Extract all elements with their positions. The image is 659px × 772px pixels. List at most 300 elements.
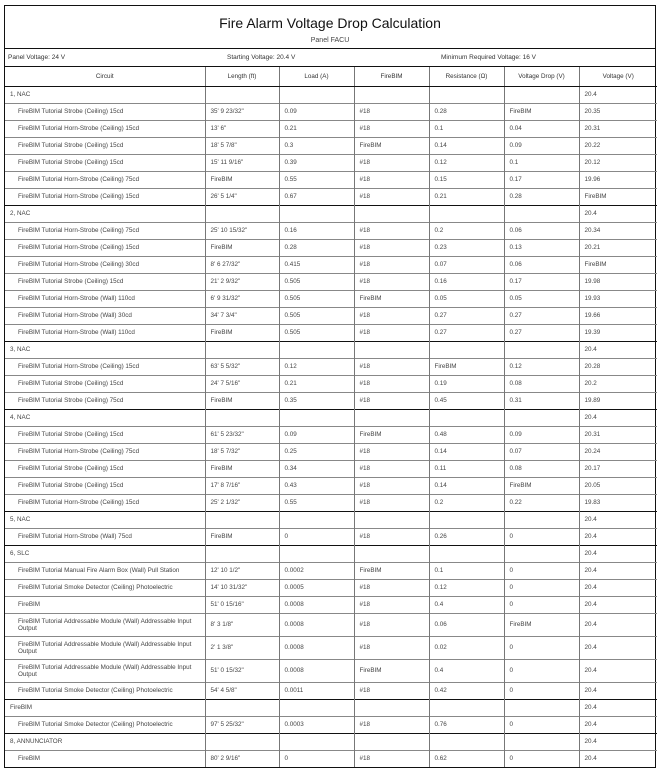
cell-length: 61' 5 23/32" — [205, 427, 279, 444]
empty-cell — [205, 700, 279, 717]
empty-cell — [279, 734, 354, 751]
empty-cell — [354, 87, 429, 104]
cell-load: 0.55 — [279, 172, 354, 189]
cell-voltage-drop: 0.17 — [504, 172, 579, 189]
cell-resistance: 0.4 — [429, 597, 504, 614]
device-row — [5, 529, 657, 546]
empty-cell — [354, 700, 429, 717]
cell-voltage: 20.4 — [579, 597, 657, 614]
cell-resistance: 0.28 — [429, 104, 504, 121]
cell-wire: #18 — [354, 308, 429, 325]
cell-resistance: 0.23 — [429, 240, 504, 257]
cell-load: 0.505 — [279, 291, 354, 308]
cell-voltage-drop: 0 — [504, 683, 579, 700]
cell-voltage: 20.24 — [579, 444, 657, 461]
cell-wire: #18 — [354, 155, 429, 172]
cell-wire: #18 — [354, 495, 429, 512]
cell-wire: FireBIM — [354, 563, 429, 580]
empty-cell — [279, 342, 354, 359]
cell-length: 8' 3 1/8" — [205, 614, 279, 637]
empty-cell — [205, 206, 279, 223]
cell-length: 25' 2 1/32" — [205, 495, 279, 512]
device-row — [5, 444, 657, 461]
cell-resistance: 0.12 — [429, 155, 504, 172]
cell-voltage: 20.17 — [579, 461, 657, 478]
cell-resistance: 0.4 — [429, 660, 504, 683]
cell-voltage-drop: 0.06 — [504, 223, 579, 240]
device-row — [5, 495, 657, 512]
cell-load: 0.0002 — [279, 563, 354, 580]
cell-voltage: 20.21 — [579, 240, 657, 257]
empty-cell — [429, 206, 504, 223]
cell-resistance: 0.45 — [429, 393, 504, 410]
circuit-name: 3, NAC — [5, 342, 205, 359]
cell-load: 0.0008 — [279, 597, 354, 614]
empty-cell — [504, 734, 579, 751]
cell-wire: #18 — [354, 444, 429, 461]
cell-length: 54' 4 5/8" — [205, 683, 279, 700]
cell-resistance: 0.62 — [429, 751, 504, 768]
cell-voltage: FireBIM — [579, 189, 657, 206]
cell-load: 0.67 — [279, 189, 354, 206]
cell-circuit: FireBIM Tutorial Strobe (Ceiling) 15cd — [5, 376, 205, 393]
cell-length: 12' 10 1/2" — [205, 563, 279, 580]
cell-voltage-drop: 0 — [504, 580, 579, 597]
cell-resistance: 0.26 — [429, 529, 504, 546]
cell-length: 34' 7 3/4" — [205, 308, 279, 325]
cell-resistance: FireBIM — [429, 359, 504, 376]
cell-circuit: FireBIM Tutorial Horn-Strobe (Wall) 110cd — [5, 291, 205, 308]
column-header-wire: FireBIM — [354, 67, 429, 87]
cell-voltage-drop: 0.09 — [504, 427, 579, 444]
cell-wire: #18 — [354, 359, 429, 376]
device-row — [5, 751, 657, 768]
cell-voltage-drop: FireBIM — [504, 614, 579, 637]
cell-load: 0.505 — [279, 325, 354, 342]
cell-voltage-drop: 0.05 — [504, 291, 579, 308]
circuit-starting-voltage: 20.4 — [579, 734, 657, 751]
cell-resistance: 0.14 — [429, 444, 504, 461]
device-row — [5, 580, 657, 597]
circuit-starting-voltage: 20.4 — [579, 342, 657, 359]
empty-cell — [504, 410, 579, 427]
empty-cell — [429, 410, 504, 427]
cell-wire: #18 — [354, 376, 429, 393]
cell-load: 0.21 — [279, 376, 354, 393]
cell-wire: #18 — [354, 393, 429, 410]
cell-length: 8' 6 27/32" — [205, 257, 279, 274]
cell-resistance: 0.05 — [429, 291, 504, 308]
cell-voltage-drop: 0.31 — [504, 393, 579, 410]
circuit-starting-voltage: 20.4 — [579, 512, 657, 529]
empty-cell — [354, 546, 429, 563]
cell-voltage-drop: 0.27 — [504, 325, 579, 342]
cell-voltage-drop: 0.17 — [504, 274, 579, 291]
cell-load: 0.55 — [279, 495, 354, 512]
cell-wire: #18 — [354, 637, 429, 660]
cell-load: 0.21 — [279, 121, 354, 138]
circuit-group-row — [5, 734, 657, 751]
cell-length: FireBIM — [205, 240, 279, 257]
empty-cell — [504, 700, 579, 717]
empty-cell — [279, 206, 354, 223]
device-row — [5, 660, 657, 683]
cell-length: FireBIM — [205, 393, 279, 410]
cell-resistance: 0.19 — [429, 376, 504, 393]
table-body — [5, 87, 657, 768]
device-row — [5, 223, 657, 240]
empty-cell — [504, 546, 579, 563]
circuit-name: FireBIM — [5, 700, 205, 717]
cell-load: 0.09 — [279, 104, 354, 121]
empty-cell — [354, 342, 429, 359]
circuit-starting-voltage: 20.4 — [579, 546, 657, 563]
column-header-voltage: Voltage (V) — [579, 67, 657, 87]
empty-cell — [429, 342, 504, 359]
device-row — [5, 637, 657, 660]
circuit-group-row — [5, 410, 657, 427]
cell-load: 0.0003 — [279, 717, 354, 734]
cell-circuit: FireBIM Tutorial Horn-Strobe (Wall) 75cd — [5, 529, 205, 546]
empty-cell — [205, 546, 279, 563]
cell-length: 80' 2 9/16" — [205, 751, 279, 768]
cell-voltage-drop: FireBIM — [504, 104, 579, 121]
cell-load: 0.0008 — [279, 614, 354, 637]
device-row — [5, 308, 657, 325]
cell-wire: #18 — [354, 172, 429, 189]
cell-wire: #18 — [354, 274, 429, 291]
cell-resistance: 0.02 — [429, 637, 504, 660]
cell-voltage: 20.4 — [579, 683, 657, 700]
cell-load: 0.16 — [279, 223, 354, 240]
circuit-name: 1, NAC — [10, 91, 31, 99]
cell-voltage: 20.31 — [579, 121, 657, 138]
device-row — [5, 104, 657, 121]
cell-wire: #18 — [354, 614, 429, 637]
empty-cell — [279, 512, 354, 529]
cell-circuit: FireBIM Tutorial Strobe (Ceiling) 15cd — [5, 155, 205, 172]
cell-voltage: 20.4 — [579, 529, 657, 546]
cell-circuit: FireBIM Tutorial Horn-Strobe (Ceiling) 15cd — [5, 189, 205, 206]
cell-load: 0.0008 — [279, 637, 354, 660]
column-header-voltage-drop: Voltage Drop (V) — [504, 67, 579, 87]
cell-length: 97' 5 25/32" — [205, 717, 279, 734]
cell-length: 51' 0 15/16" — [205, 597, 279, 614]
circuit-starting-voltage: 20.4 — [579, 87, 657, 104]
empty-cell — [279, 546, 354, 563]
cell-circuit: FireBIM — [5, 597, 205, 614]
report-header — [5, 6, 655, 49]
cell-length: 21' 2 9/32" — [205, 274, 279, 291]
cell-circuit: FireBIM Tutorial Horn-Strobe (Wall) 30cd — [5, 308, 205, 325]
cell-length: 6' 9 31/32" — [205, 291, 279, 308]
empty-cell — [205, 87, 279, 104]
cell-load: 0.35 — [279, 393, 354, 410]
cell-length: FireBIM — [205, 172, 279, 189]
cell-wire: #18 — [354, 240, 429, 257]
cell-length: FireBIM — [205, 461, 279, 478]
cell-voltage-drop: 0.04 — [504, 121, 579, 138]
cell-voltage: FireBIM — [579, 257, 657, 274]
cell-voltage-drop: FireBIM — [504, 478, 579, 495]
cell-load: 0 — [279, 751, 354, 768]
cell-wire: #18 — [354, 580, 429, 597]
cell-circuit: FireBIM Tutorial Smoke Detector (Ceiling) Photoelectric — [5, 683, 205, 700]
empty-cell — [354, 512, 429, 529]
cell-circuit: FireBIM Tutorial Horn-Strobe (Ceiling) 15cd — [5, 240, 205, 257]
cell-voltage: 20.4 — [579, 660, 657, 683]
cell-voltage-drop: 0.27 — [504, 308, 579, 325]
cell-resistance: 0.07 — [429, 257, 504, 274]
cell-resistance: 0.14 — [429, 138, 504, 155]
column-header-resistance: Resistance (Ω) — [429, 67, 504, 87]
empty-cell — [504, 87, 579, 104]
circuit-group-row — [5, 512, 657, 529]
cell-load: 0.0005 — [279, 580, 354, 597]
cell-voltage-drop: 0 — [504, 751, 579, 768]
empty-cell — [205, 512, 279, 529]
cell-voltage: 20.35 — [579, 104, 657, 121]
cell-length: 15' 11 9/16" — [205, 155, 279, 172]
cell-load: 0 — [279, 529, 354, 546]
cell-voltage: 20.4 — [579, 717, 657, 734]
cell-voltage: 20.31 — [579, 427, 657, 444]
panel-name: Panel FACU — [310, 37, 350, 44]
circuit-starting-voltage: 20.4 — [579, 410, 657, 427]
cell-voltage: 20.4 — [579, 580, 657, 597]
cell-length: 2' 1 3/8" — [205, 637, 279, 660]
empty-cell — [354, 410, 429, 427]
cell-wire: #18 — [354, 104, 429, 121]
cell-wire: #18 — [354, 189, 429, 206]
device-row — [5, 427, 657, 444]
cell-circuit: FireBIM Tutorial Strobe (Ceiling) 15cd — [5, 104, 205, 121]
cell-resistance: 0.2 — [429, 495, 504, 512]
cell-voltage-drop: 0.08 — [504, 461, 579, 478]
circuit-group-row — [5, 342, 657, 359]
cell-circuit: FireBIM Tutorial Strobe (Ceiling) 15cd — [5, 138, 205, 155]
cell-resistance: 0.14 — [429, 478, 504, 495]
cell-voltage-drop: 0.12 — [504, 359, 579, 376]
circuit-group-row — [5, 700, 657, 717]
circuit-starting-voltage: 20.4 — [579, 700, 657, 717]
cell-circuit: FireBIM Tutorial Strobe (Ceiling) 15cd — [5, 478, 205, 495]
cell-circuit: FireBIM Tutorial Smoke Detector (Ceiling) Photoelectric — [5, 580, 205, 597]
cell-resistance: 0.1 — [429, 563, 504, 580]
device-row — [5, 597, 657, 614]
cell-circuit: FireBIM Tutorial Strobe (Ceiling) 15cd — [5, 461, 205, 478]
cell-voltage-drop: 0.09 — [504, 138, 579, 155]
column-header-load: Load (A) — [279, 67, 354, 87]
circuit-name: 4, NAC — [5, 410, 205, 427]
cell-circuit: FireBIM Tutorial Horn-Strobe (Ceiling) 75cd — [5, 223, 205, 240]
cell-length: 17' 8 7/16" — [205, 478, 279, 495]
empty-cell — [354, 206, 429, 223]
cell-resistance: 0.15 — [429, 172, 504, 189]
device-row — [5, 189, 657, 206]
cell-wire: #18 — [354, 717, 429, 734]
device-row — [5, 274, 657, 291]
cell-voltage-drop: 0 — [504, 563, 579, 580]
cell-length: 18' 5 7/8" — [205, 138, 279, 155]
cell-load: 0.25 — [279, 444, 354, 461]
device-row — [5, 717, 657, 734]
empty-cell — [504, 512, 579, 529]
device-row — [5, 563, 657, 580]
cell-resistance: 0.16 — [429, 274, 504, 291]
device-row — [5, 393, 657, 410]
cell-wire: FireBIM — [354, 291, 429, 308]
cell-voltage-drop: 0 — [504, 637, 579, 660]
cell-load: 0.0011 — [279, 683, 354, 700]
minimum-required-voltage: Minimum Required Voltage: 16 V — [441, 54, 537, 61]
device-row — [5, 138, 657, 155]
cell-circuit: FireBIM Tutorial Addressable Module (Wall) Addressable Input Output — [5, 614, 205, 637]
cell-voltage: 20.12 — [579, 155, 657, 172]
cell-circuit: FireBIM Tutorial Horn-Strobe (Ceiling) 75cd — [5, 172, 205, 189]
column-header-circuit: Circuit — [5, 67, 205, 87]
empty-cell — [205, 410, 279, 427]
cell-circuit: FireBIM Tutorial Smoke Detector (Ceiling) Photoelectric — [5, 717, 205, 734]
cell-circuit: FireBIM Tutorial Strobe (Ceiling) 15cd — [5, 274, 205, 291]
empty-cell — [504, 342, 579, 359]
cell-resistance: 0.12 — [429, 580, 504, 597]
cell-load: 0.415 — [279, 257, 354, 274]
cell-load: 0.505 — [279, 308, 354, 325]
circuit-starting-voltage: 20.4 — [579, 206, 657, 223]
cell-length: 25' 10 15/32" — [205, 223, 279, 240]
circuit-name: 2, NAC — [5, 206, 205, 223]
circuit-name: 8, ANNUNCIATOR — [5, 734, 205, 751]
cell-load: 0.28 — [279, 240, 354, 257]
cell-length: 18' 5 7/32" — [205, 444, 279, 461]
device-row — [5, 683, 657, 700]
cell-wire: FireBIM — [354, 660, 429, 683]
cell-circuit: FireBIM Tutorial Addressable Module (Wall) Addressable Input Output — [5, 660, 205, 683]
empty-cell — [429, 87, 504, 104]
cell-resistance: 0.2 — [429, 223, 504, 240]
cell-wire: #18 — [354, 683, 429, 700]
device-row — [5, 155, 657, 172]
cell-load: 0.505 — [279, 274, 354, 291]
circuit-name: 6, SLC — [5, 546, 205, 563]
empty-cell — [504, 206, 579, 223]
cell-voltage: 20.2 — [579, 376, 657, 393]
cell-voltage-drop: 0.07 — [504, 444, 579, 461]
device-row — [5, 257, 657, 274]
cell-voltage: 20.4 — [579, 637, 657, 660]
cell-resistance: 0.06 — [429, 614, 504, 637]
cell-wire: #18 — [354, 121, 429, 138]
cell-length: 26' 5 1/4" — [205, 189, 279, 206]
cell-circuit: FireBIM — [5, 751, 205, 768]
cell-voltage-drop: 0.08 — [504, 376, 579, 393]
cell-circuit: FireBIM Tutorial Addressable Module (Wall) Addressable Input Output — [5, 637, 205, 660]
device-row — [5, 359, 657, 376]
empty-cell — [205, 342, 279, 359]
cell-resistance: 0.76 — [429, 717, 504, 734]
cell-voltage-drop: 0 — [504, 660, 579, 683]
cell-wire: #18 — [354, 597, 429, 614]
cell-voltage: 19.93 — [579, 291, 657, 308]
cell-voltage: 19.96 — [579, 172, 657, 189]
cell-voltage: 19.66 — [579, 308, 657, 325]
cell-voltage: 19.89 — [579, 393, 657, 410]
device-row — [5, 172, 657, 189]
cell-circuit: FireBIM Tutorial Horn-Strobe (Ceiling) 75cd — [5, 444, 205, 461]
cell-load: 0.43 — [279, 478, 354, 495]
cell-resistance: 0.48 — [429, 427, 504, 444]
cell-wire: #18 — [354, 257, 429, 274]
device-row — [5, 478, 657, 495]
cell-circuit: FireBIM Tutorial Strobe (Ceiling) 15cd — [5, 427, 205, 444]
device-row — [5, 325, 657, 342]
empty-cell — [429, 700, 504, 717]
panel-parameters — [5, 49, 655, 67]
cell-wire: #18 — [354, 751, 429, 768]
cell-resistance: 0.27 — [429, 325, 504, 342]
cell-circuit: FireBIM Tutorial Horn-Strobe (Wall) 110cd — [5, 325, 205, 342]
cell-wire: #18 — [354, 478, 429, 495]
cell-circuit: FireBIM Tutorial Manual Fire Alarm Box (Wall) Pull Station — [5, 563, 205, 580]
voltage-drop-table — [5, 67, 657, 767]
voltage-drop-report — [4, 5, 656, 768]
cell-load: 0.12 — [279, 359, 354, 376]
cell-load: 0.09 — [279, 427, 354, 444]
cell-voltage: 20.4 — [579, 563, 657, 580]
cell-voltage-drop: 0.28 — [504, 189, 579, 206]
cell-wire: #18 — [354, 223, 429, 240]
empty-cell — [279, 700, 354, 717]
cell-voltage: 19.39 — [579, 325, 657, 342]
empty-cell — [279, 87, 354, 104]
cell-circuit: FireBIM Tutorial Horn-Strobe (Ceiling) 15cd — [5, 359, 205, 376]
empty-cell — [279, 410, 354, 427]
cell-wire: #18 — [354, 325, 429, 342]
cell-voltage: 20.4 — [579, 751, 657, 768]
cell-voltage-drop: 0.06 — [504, 257, 579, 274]
cell-wire: FireBIM — [354, 138, 429, 155]
circuit-group-row — [5, 546, 657, 563]
cell-wire: #18 — [354, 529, 429, 546]
table-header-row — [5, 67, 657, 87]
cell-resistance: 0.21 — [429, 189, 504, 206]
cell-load: 0.0008 — [279, 660, 354, 683]
cell-circuit: FireBIM Tutorial Horn-Strobe (Ceiling) 15cd — [5, 495, 205, 512]
report-title: Fire Alarm Voltage Drop Calculation — [219, 15, 441, 31]
cell-voltage-drop: 0.1 — [504, 155, 579, 172]
starting-voltage: Starting Voltage: 20.4 V — [227, 54, 296, 61]
empty-cell — [429, 512, 504, 529]
cell-resistance: 0.27 — [429, 308, 504, 325]
cell-length: 51' 0 15/32" — [205, 660, 279, 683]
cell-circuit: FireBIM Tutorial Horn-Strobe (Ceiling) 15cd — [5, 121, 205, 138]
empty-cell — [429, 734, 504, 751]
cell-voltage: 20.22 — [579, 138, 657, 155]
cell-voltage: 19.83 — [579, 495, 657, 512]
cell-length: 14' 10 31/32" — [205, 580, 279, 597]
cell-voltage-drop: 0.13 — [504, 240, 579, 257]
empty-cell — [429, 546, 504, 563]
cell-length: FireBIM — [205, 529, 279, 546]
cell-voltage: 20.28 — [579, 359, 657, 376]
cell-load: 0.3 — [279, 138, 354, 155]
cell-voltage-drop: 0 — [504, 597, 579, 614]
circuit-group-row — [5, 87, 657, 104]
cell-voltage: 20.34 — [579, 223, 657, 240]
device-row — [5, 291, 657, 308]
cell-load: 0.34 — [279, 461, 354, 478]
